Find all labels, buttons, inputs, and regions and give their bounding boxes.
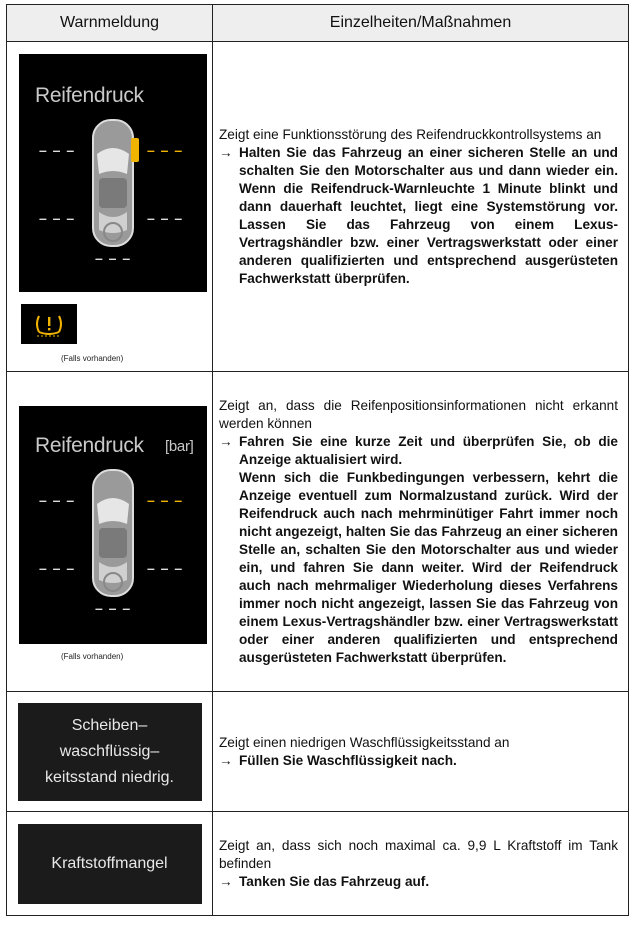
tire-value-spare: – – – — [95, 250, 132, 266]
screen-title: Reifendruck — [35, 434, 144, 457]
action-text-main: Fahren Sie eine kurze Zeit und überprüfen Sie, ob die Anzeige aktualisiert wird. — [239, 433, 618, 467]
details-cell-tire-malfunction — [213, 42, 629, 372]
arrow-right-icon: → — [219, 144, 233, 160]
warning-cell-tire-malfunction — [7, 42, 213, 372]
tire-value-front-right: – – – — [147, 492, 184, 508]
description-text: Zeigt an, dass die Reifenpositionsinformationen nicht erkannt werden können — [219, 397, 618, 431]
screen-unit: [bar] — [165, 438, 194, 455]
availability-note: (Falls vorhanden) — [61, 652, 124, 661]
table-row — [7, 42, 629, 372]
table-row — [7, 372, 629, 692]
display-washer-fluid-message — [18, 703, 202, 801]
warning-cell-washer-fluid — [7, 692, 213, 812]
warning-lamp — [21, 304, 77, 344]
message-line: waschflüssig– — [59, 742, 160, 760]
tire-value-rear-left: – – – — [39, 210, 76, 226]
action-item — [219, 873, 618, 891]
arrow-right-icon: → — [219, 873, 233, 889]
tire-value-front-left: – – – — [39, 142, 76, 158]
arrow-right-icon: → — [219, 433, 233, 449]
action-text: Halten Sie das Fahrzeug an einer sicheren Stelle an und schalten Sie den Motorschalter aus und dann wieder ein. Wenn die Reifendruck-Warnleuchte 1 Minute blinkt und dann dauerhaft leuchtet, liegt eine Systemstörung vor. Lassen Sie das Fahrzeug von einem Lexus-Vertragshändler bzw. einer Vertragswerkstatt oder einer anderen qualifizierten und entsprechend ausgerüsteten Fachwerkstatt überprüfen. — [239, 144, 618, 286]
table-row — [7, 692, 629, 812]
details-cell-tire-position — [213, 372, 629, 692]
description-text: Zeigt einen niedrigen Waschflüssigkeitsstand an — [219, 734, 510, 750]
tire-value-front-right: – – – — [147, 142, 184, 158]
details-cell-fuel — [213, 812, 629, 916]
action-item — [219, 144, 618, 288]
warning-cell-fuel — [7, 812, 213, 916]
message-line: Kraftstoffmangel — [51, 854, 168, 872]
tire-value-rear-right: – – – — [147, 210, 184, 226]
tire-pressure-warning-icon — [21, 304, 77, 344]
availability-note: (Falls vorhanden) — [61, 354, 124, 363]
header-warnmeldung: Warnmeldung — [7, 5, 213, 42]
message-line: keitsstand niedrig. — [45, 768, 174, 786]
screen-title: Reifendruck — [35, 84, 144, 107]
description-text: Zeigt an, dass sich noch maximal ca. 9,9 L Kraftstoff im Tank befinden — [219, 837, 618, 871]
action-item — [219, 752, 618, 770]
tire-value-spare: – – – — [95, 600, 132, 616]
arrow-right-icon: → — [219, 752, 233, 768]
table-row — [7, 812, 629, 916]
description-text: Zeigt eine Funktionsstörung des Reifendruckkontrollsystems an — [219, 126, 602, 142]
action-text — [239, 433, 618, 667]
display-fuel-message — [18, 824, 202, 904]
message-line: Scheiben– — [71, 716, 148, 734]
warning-cell-tire-position — [7, 372, 213, 692]
tire-value-front-left: – – – — [39, 492, 76, 508]
tire-value-rear-left: – – – — [39, 560, 76, 576]
action-text: Tanken Sie das Fahrzeug auf. — [239, 873, 430, 889]
display-screen-tire-pressure — [19, 54, 207, 292]
action-text: Füllen Sie Waschflüssigkeit nach. — [239, 752, 457, 768]
warning-message-table — [6, 4, 629, 916]
header-einzelheiten: Einzelheiten/Maßnahmen — [213, 5, 629, 42]
action-item — [219, 433, 618, 667]
details-cell-washer-fluid — [213, 692, 629, 812]
tire-value-rear-right: – – – — [147, 560, 184, 576]
display-screen-tire-pressure-bar — [19, 406, 207, 644]
table-header-row — [7, 5, 629, 42]
action-text-more: Wenn sich die Funkbedingungen verbessern, kehrt die Anzeige eventuell zum Normalzustand zurück. Wird der Reifendruck auch nach mehrminütiger Fahrt immer noch nicht angezeigt, halten Sie das Fahrzeug an einer sicheren Stelle an, schalten Sie den Motorschalter aus und wieder ein, und fahren Sie dann weiter. Wird der Reifendruck auch nach mehrmaliger Wiederholung dieses Verfahrens immer noch nicht angezeigt, lassen Sie das Fahrzeug von einem Lexus-Vertragshändler bzw. einer Vertragswerkstatt oder einer anderen qualifizierten und entsprechend ausgerüsteten Fachwerkstatt überprüfen. — [239, 469, 618, 665]
